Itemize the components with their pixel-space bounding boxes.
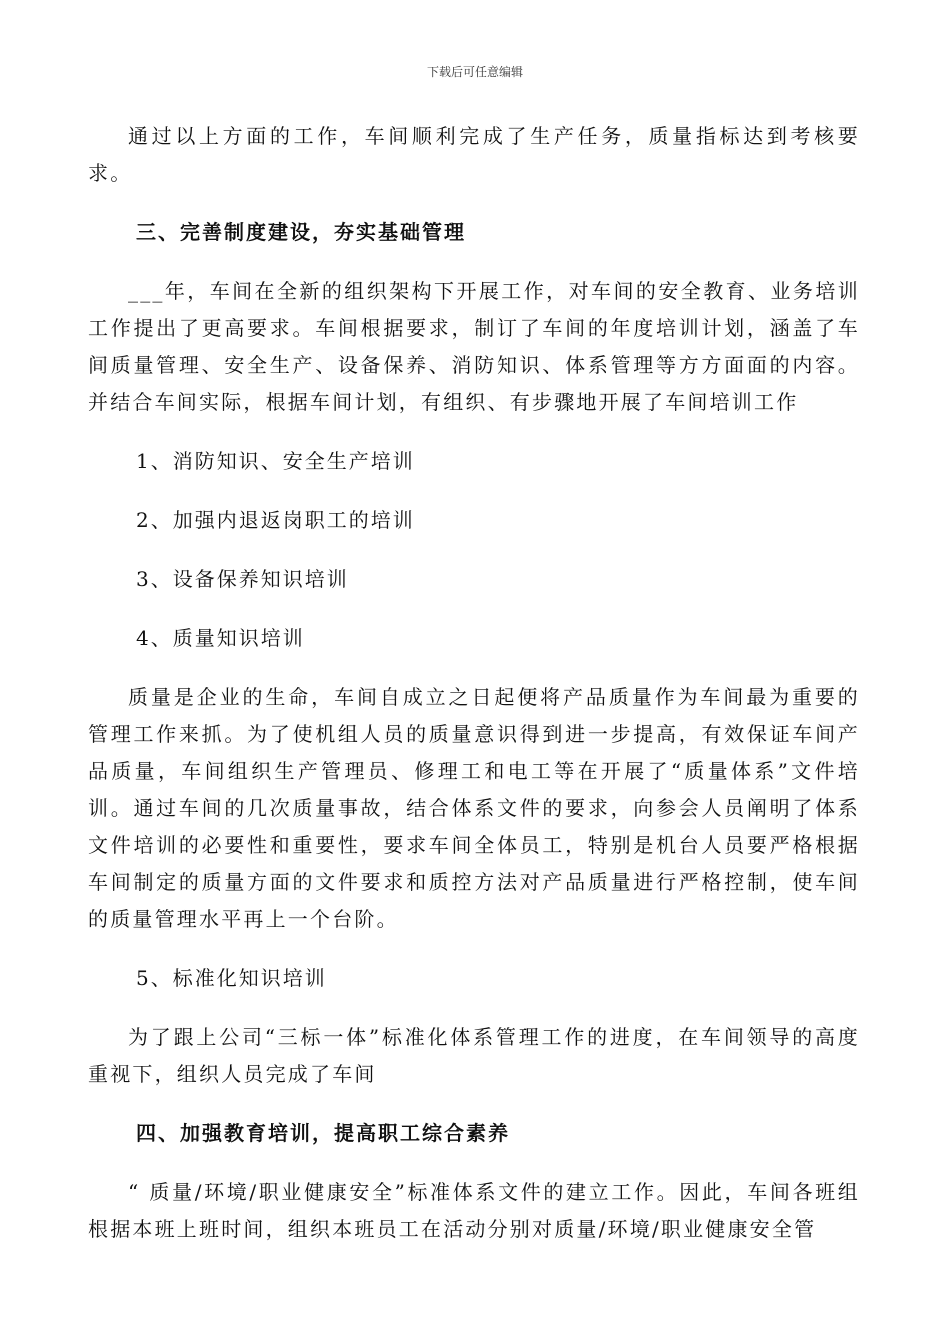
list-item: 2、加强内退返岗职工的培训 [136, 508, 415, 532]
section-heading-4: 四、加强教育培训，提高职工综合素养 [136, 1121, 510, 1145]
page-header-note: 下载后可任意编辑 [426, 65, 523, 79]
list-item: 5、标准化知识培训 [136, 966, 327, 990]
section-heading-3: 三、完善制度建设，夯实基础管理 [136, 220, 466, 244]
paragraph-quality: 质量是企业的生命，车间自成立之日起便将产品质量作为车间最为重要的管理工作来抓。为了使机组人员的质量意识得到进一步提高，有效保证车间产品质量，车间组织生产管理员、修理工和电工等在开展了“质量体系”文件培训。通过车间的几次质量事故，结合体系文件的要求，向参会人员阐明了体系文件培训的必要性和重要性，要求车间全体员工，特别是机台人员要严格根据车间制定的质量方面的文件要求和质控方法对产品质量进行严格控制，使车间的质量管理水平再上一个台阶。 [88, 685, 860, 931]
paragraph-summary: 通过以上方面的工作，车间顺利完成了生产任务，质量指标达到考核要求。 [88, 124, 860, 185]
list-item: 4、质量知识培训 [136, 626, 305, 650]
paragraph-training-plan: ___年，车间在全新的组织架构下开展工作，对车间的安全教育、业务培训工作提出了更高要求。车间根据要求，制订了车间的年度培训计划，涵盖了车间质量管理、安全生产、设备保养、消防知识、体系管理等方方面面的内容。并结合车间实际，根据车间计划，有组织、有步骤地开展了车间培训工作 [88, 279, 860, 414]
paragraph-system-documents: “ 质量/环境/职业健康安全”标准体系文件的建立工作。因此，车间各班组根据本班上班时间，组织本班员工在活动分别对质量/环境/职业健康安全管 [88, 1180, 860, 1241]
document-body [88, 118, 860, 1248]
list-item: 1、消防知识、安全生产培训 [136, 449, 415, 473]
list-item: 3、设备保养知识培训 [136, 567, 349, 591]
paragraph-standardization: 为了跟上公司“三标一体”标准化体系管理工作的进度，在车间领导的高度重视下，组织人员完成了车间 [88, 1025, 860, 1086]
